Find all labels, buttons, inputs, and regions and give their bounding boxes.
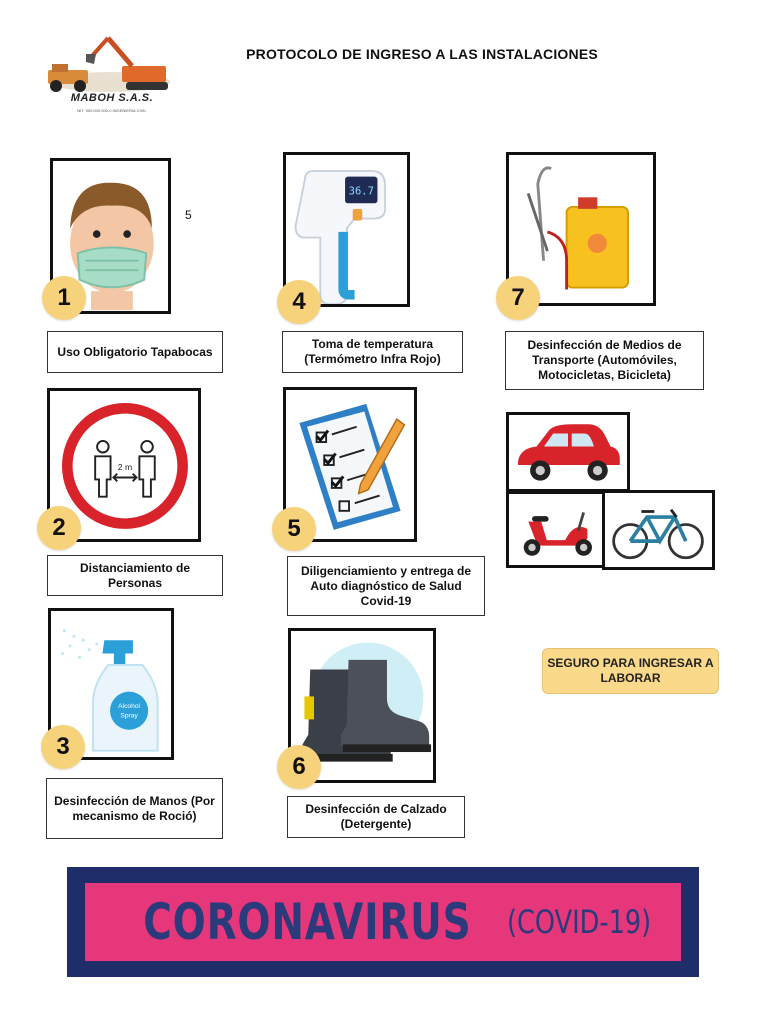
page-title: PROTOCOLO DE INGRESO A LAS INSTALACIONES: [246, 46, 598, 62]
car-image: [506, 412, 630, 492]
distance-text: 2 m: [117, 461, 133, 472]
banner-main-text: CORONAVIRUS: [142, 893, 472, 951]
step-4-number-badge: 4: [277, 280, 321, 324]
car-icon: [509, 415, 627, 489]
logo-company-name: MABOH S.A.S.: [70, 92, 154, 104]
step-3-label: Desinfección de Manos (Por mecanismo de Roció): [46, 778, 223, 839]
safe-to-enter-badge: SEGURO PARA INGRESAR A LABORAR: [542, 648, 719, 694]
step-3-number-badge: 3: [41, 725, 85, 769]
step-1-label: Uso Obligatorio Tapabocas: [47, 331, 223, 373]
svg-text:Spray: Spray: [120, 712, 138, 720]
scooter-image: [506, 491, 606, 568]
step-1-number-badge: 1: [42, 276, 86, 320]
bicycle-icon: [605, 493, 712, 567]
logo-subtitle: NIT. 900.000.000-0 INGENIERIA CIVIL: [77, 108, 147, 113]
bicycle-image: [602, 490, 715, 570]
scooter-icon: [509, 494, 603, 565]
thermometer-reading: 36.7: [348, 185, 374, 198]
step-5-number-badge: 5: [272, 507, 316, 551]
step-7-number-badge: 7: [496, 276, 540, 320]
step-6-number-badge: 6: [277, 745, 321, 789]
coronavirus-banner: [67, 867, 699, 977]
step-5-label: Diligenciamiento y entrega de Auto diagnóstico de Salud Covid-19: [287, 556, 485, 616]
stray-number: 5: [185, 208, 192, 222]
svg-text:Alcohol: Alcohol: [118, 702, 141, 710]
step-6-label: Desinfección de Calzado (Detergente): [287, 796, 465, 838]
banner-sub-text: (COVID-19): [507, 903, 652, 941]
step-7-label: Desinfección de Medios de Transporte (Automóviles, Motocicletas, Bicicleta): [505, 331, 704, 390]
step-4-label: Toma de temperatura (Termómetro Infra Rojo): [282, 331, 463, 373]
step-2-number-badge: 2: [37, 506, 81, 550]
step-2-label: Distanciamiento de Personas: [47, 555, 223, 596]
banner-inner: [85, 883, 681, 961]
